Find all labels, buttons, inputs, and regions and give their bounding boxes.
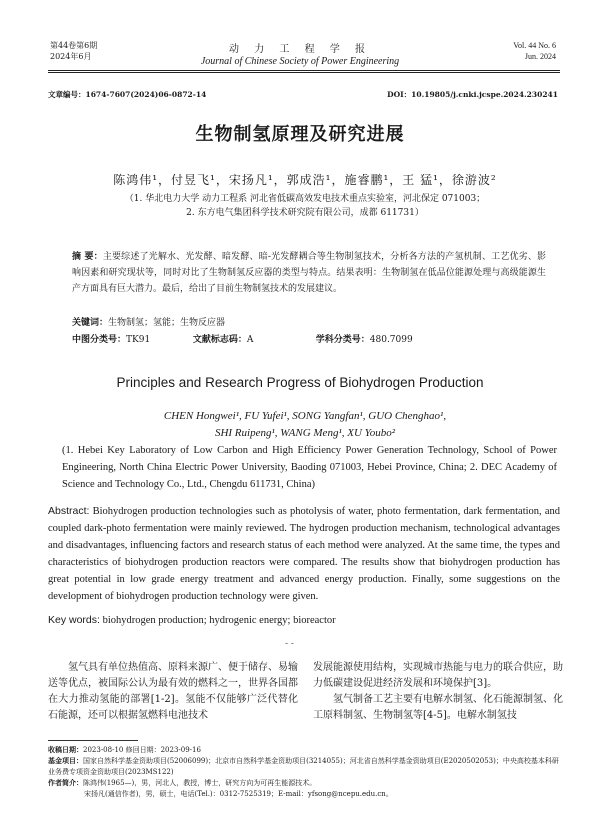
article-number: 文章编号：1674-7607(2024)06-0872-14 xyxy=(48,90,207,99)
footnote-funding: 基金项目：国家自然科学基金资助项目(52006099)；北京市自然科学基金资助项目(3214055)；河北省自然科学基金资助项目(E2020502053)；中央高校基本科研业务费专项资金资助项目(2023MS122) xyxy=(48,757,559,776)
journal-name-cn: 动 力 工 程 学 报 xyxy=(229,44,371,55)
running-header-center xyxy=(150,40,450,67)
abstract-cn-label: 摘 要： xyxy=(72,252,103,262)
footnote-received: 收稿日期：2023-08-10 修回日期：2023-09-16 xyxy=(48,746,201,754)
journal-name-en: Journal of Chinese Society of Power Engineering xyxy=(200,56,400,67)
volume-issue: 第44卷第6期 xyxy=(50,41,98,50)
footnote-corresponding-author: 宋扬凡(通信作者)，男，硕士，电话(Tel.)：0312-7525319；E-mail：yfsong@ncepu.edu.cn。 xyxy=(84,790,393,798)
clc-label: 中图分类号： xyxy=(72,335,127,345)
footnote-author: 作者简介：陈鸿伟(1965—)，男，河北人，教授，博士，研究方向为可再生能源技术。 xyxy=(48,779,317,787)
keywords-cn xyxy=(72,315,546,328)
classification-line xyxy=(72,332,413,345)
authors-cn: 陈鸿伟¹，付昱飞¹，宋扬凡¹，郭成浩¹，施睿鹏¹，王 猛¹，徐游波² xyxy=(113,173,497,187)
affiliation-cn-line: 2. 东方电气集团科学技术研究院有限公司，成都 611731） xyxy=(186,208,424,218)
abstract-en xyxy=(48,503,560,605)
clc-value: TK91 xyxy=(126,335,151,345)
title-cn: 生物制氢原理及研究进展 xyxy=(195,124,405,145)
keywords-cn-text: 生物制氢；氢能；生物反应器 xyxy=(108,318,226,328)
running-header-right xyxy=(513,40,556,62)
issue-date-en: Jun. 2024 xyxy=(524,52,556,61)
subject-label: 学科分类号： xyxy=(315,335,370,345)
running-header-left xyxy=(50,40,97,62)
body-column-left: 氢气具有单位热值高、原料来源广、便于储存、易输送等优点，被国际公认为最有效的燃料之一，世界各国都在大力推动氢能的部署[1-2]。氢能不仅能够广泛代替化石能源，还可以根据氢燃料电池技术 xyxy=(48,662,298,721)
issue-date: 2024年6月 xyxy=(50,52,92,61)
subject-value: 480.7099 xyxy=(369,335,413,345)
affiliation-cn-line: （1. 华北电力大学 动力工程系 河北省低碳高效发电技术重点实验室，河北保定 071003； xyxy=(124,194,486,204)
body-paragraph: 氢气制备工艺主要有电解水制氢、化石能源制氢、化工原料制氢、生物制氢等[4-5]。电解水制氢技 xyxy=(313,694,563,721)
body-column-right xyxy=(313,660,563,724)
abstract-en-label: Abstract: xyxy=(48,505,90,517)
abstract-en-text: Biohydrogen production technologies such as photolysis of water, photo fermentation, dark fermentation, and coupled dark-photo fermentation were mainly reviewed. The hydrogen production mechanism, technological advantages and disadvantages, influencing factors and research status of each method were analyzed. At the same time, the types and characteristics of biohydrogen production reactors were compared. The results show that biohydrogen production has great potential in low grade energy treatment and advanced energy production. Finally, some suggestions on the development of biohydrogen production technology were given. xyxy=(48,506,561,602)
keywords-en-text: biohydrogen production; hydrogenic energy; bioreactor xyxy=(102,615,336,626)
authors-en xyxy=(80,408,530,442)
title-en: Principles and Research Progress of Biohydrogen Production xyxy=(116,375,484,390)
body-paragraph: 发展能源使用结构，实现城市热能与电力的联合供应，助力低碳建设促进经济发展和环境保护[3]。 xyxy=(313,662,563,689)
doc-code-value: A xyxy=(246,335,254,345)
affiliations-cn xyxy=(40,192,570,220)
abstract-cn xyxy=(72,249,546,297)
section-separator: - - xyxy=(285,639,294,649)
abstract-cn-text: 主要综述了光解水、光发酵、暗发酵、暗-光发酵耦合等生物制氢技术，分析各方法的产氢机制、工艺优劣、影响因素和研究现状等，同时对比了生物制氢反应器的类型与特点。结果表明：生物制氢在低品位能源处理与高级能源生产方面具有巨大潜力。最后，给出了目前生物制氢技术的发展建议。 xyxy=(72,252,546,294)
keywords-en xyxy=(48,614,560,626)
footnote-rule xyxy=(48,740,138,741)
header-rule-thin xyxy=(48,72,560,73)
keywords-cn-label: 关键词： xyxy=(72,318,109,328)
authors-en-line: SHI Ruipeng¹, WANG Meng¹, XU Youbo² xyxy=(214,427,396,439)
header-rule xyxy=(48,70,560,71)
doi: DOI：10.19805/j.cnki.jcspe.2024.230241 xyxy=(387,90,558,99)
doc-code-label: 文献标志码： xyxy=(192,335,247,345)
keywords-en-label: Key words: xyxy=(48,614,100,626)
authors-en-line: CHEN Hongwei¹, FU Yufei¹, SONG Yangfan¹, GUO Chenghao¹, xyxy=(163,410,447,422)
affiliation-en: (1. Hebei Key Laboratory of Low Carbon and High Efficiency Power Generation Technology, School of Power Engineering, North China Electric Power University, Baoding 071003, Hebei Province, China; 2. DEC Academy of Science and Technology Co., Ltd., Chengdu 611731, China) xyxy=(62,445,557,490)
volume-issue-en: Vol. 44 No. 6 xyxy=(513,41,556,50)
footnotes xyxy=(48,745,563,800)
